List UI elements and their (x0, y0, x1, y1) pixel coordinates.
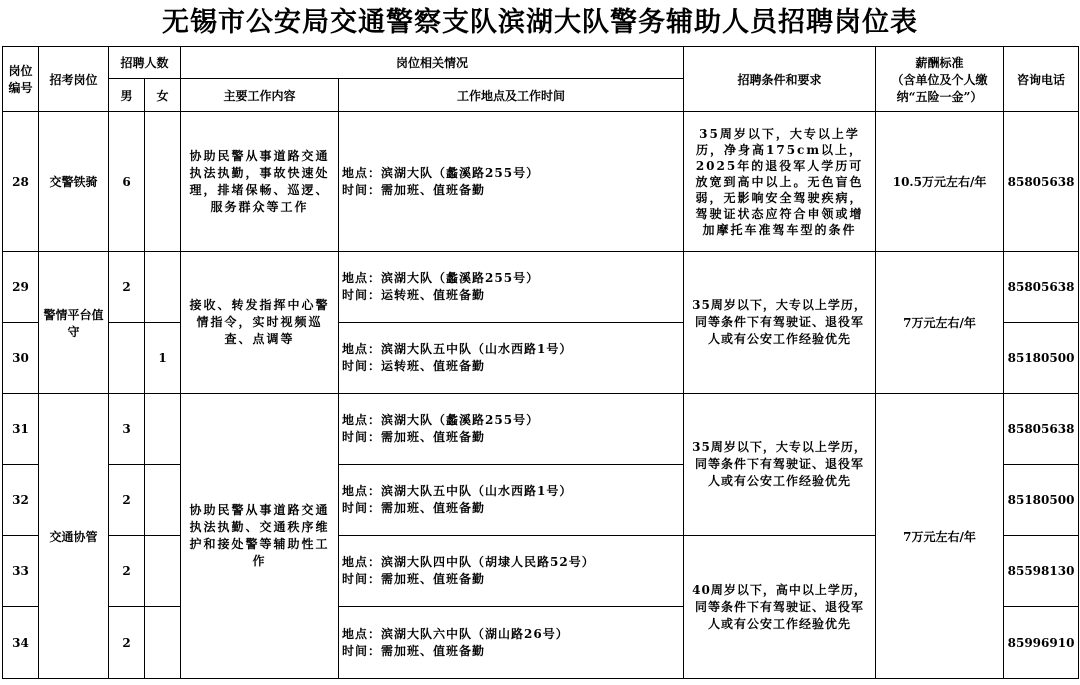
table-row (3, 394, 1079, 465)
work-content: 接收、转发指挥中心警情指令，实时视频巡查、点调等 (181, 252, 339, 394)
requirements: 40周岁以下，高中以上学历，同等条件下有驾驶证、退役军人或有公安工作经验优先 (684, 536, 876, 679)
page-title: 无锡市公安局交通警察支队滨湖大队警务辅助人员招聘岗位表 (162, 7, 918, 38)
header-work: 主要工作内容 (181, 79, 339, 112)
female-count (145, 252, 181, 323)
post-number: 29 (3, 252, 39, 323)
male-count: 3 (109, 394, 145, 465)
male-count: 6 (109, 112, 145, 252)
female-count (145, 112, 181, 252)
phone: 85805638 (1004, 112, 1079, 252)
location-time: 地点：滨湖大队四中队（胡埭人民路52号） 时间：需加班、值班备勤 (339, 536, 684, 607)
female-count (145, 607, 181, 679)
male-count (109, 323, 145, 394)
header-post-name: 招考岗位 (39, 47, 109, 112)
table-row (3, 112, 1079, 252)
post-name: 交通协管 (39, 394, 109, 679)
header-female: 女 (145, 79, 181, 112)
phone: 85180500 (1004, 323, 1079, 394)
work-content: 协助民警从事道路交通执法执勤、交通秩序维护和接处警等辅助性工作 (181, 394, 339, 679)
requirements: 35周岁以下，大专以上学历，同等条件下有驾驶证、退役军人或有公安工作经验优先 (684, 252, 876, 394)
male-count: 2 (109, 252, 145, 323)
location-time: 地点：滨湖大队六中队（湖山路26号） 时间：需加班、值班备勤 (339, 607, 684, 679)
work-content: 协助民警从事道路交通执法执勤，事故快速处理，排堵保畅、巡逻、服务群众等工作 (181, 112, 339, 252)
location-time: 地点：滨湖大队（蠡溪路255号） 时间：运转班、值班备勤 (339, 252, 684, 323)
salary: 7万元左右/年 (876, 252, 1004, 394)
location-time: 地点：滨湖大队五中队（山水西路1号） 时间：需加班、值班备勤 (339, 465, 684, 536)
requirements: 35周岁以下，大专以上学历，同等条件下有驾驶证、退役军人或有公安工作经验优先 (684, 394, 876, 536)
recruitment-table (2, 46, 1079, 679)
female-count (145, 394, 181, 465)
header-location: 工作地点及工作时间 (339, 79, 684, 112)
female-count: 1 (145, 323, 181, 394)
location-time: 地点：滨湖大队（蠡溪路255号） 时间：需加班、值班备勤 (339, 394, 684, 465)
header-requirements: 招聘条件和要求 (684, 47, 876, 112)
post-name: 警情平台值守 (39, 252, 109, 394)
post-number: 30 (3, 323, 39, 394)
phone: 85180500 (1004, 465, 1079, 536)
header-male: 男 (109, 79, 145, 112)
requirements: 35周岁以下，大专以上学历，净身高175cm以上，2025年的退役军人学历可放宽到高中以上。无色盲色弱，无影响安全驾驶疾病，驾驶证状态应符合申领或增加摩托车准驾车型的条件 (684, 112, 876, 252)
female-count (145, 465, 181, 536)
post-number: 28 (3, 112, 39, 252)
location-time: 地点：滨湖大队五中队（山水西路1号） 时间：运转班、值班备勤 (339, 323, 684, 394)
header-salary: 薪酬标准 （含单位及个人缴 纳“五险一金”） (876, 47, 1004, 112)
header-post-no: 岗位 编号 (3, 47, 39, 112)
phone: 85996910 (1004, 607, 1079, 679)
phone: 85805638 (1004, 252, 1079, 323)
female-count (145, 536, 181, 607)
header-phone: 咨询电话 (1004, 47, 1079, 112)
table-row (3, 252, 1079, 323)
location-time: 地点：滨湖大队（蠡溪路255号） 时间：需加班、值班备勤 (339, 112, 684, 252)
post-number: 32 (3, 465, 39, 536)
post-number: 34 (3, 607, 39, 679)
male-count: 2 (109, 465, 145, 536)
salary: 10.5万元左右/年 (876, 112, 1004, 252)
phone: 85805638 (1004, 394, 1079, 465)
header-count: 招聘人数 (109, 47, 181, 79)
post-number: 33 (3, 536, 39, 607)
post-number: 31 (3, 394, 39, 465)
phone: 85598130 (1004, 536, 1079, 607)
header-related: 岗位相关情况 (181, 47, 684, 79)
male-count: 2 (109, 536, 145, 607)
post-name: 交警铁骑 (39, 112, 109, 252)
male-count: 2 (109, 607, 145, 679)
header-row-1 (3, 47, 1079, 79)
salary: 7万元左右/年 (876, 394, 1004, 679)
